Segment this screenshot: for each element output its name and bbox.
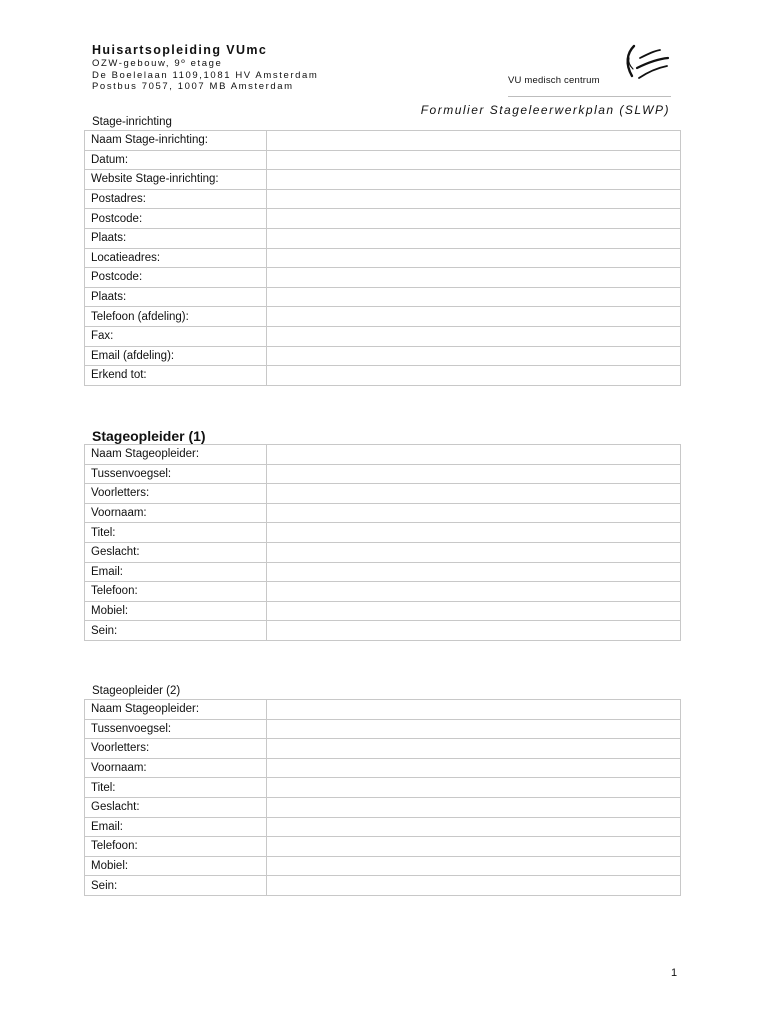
organization-name: Huisartsopleiding VUmc: [92, 43, 268, 57]
field-label: Titel:: [85, 778, 267, 798]
form-row: [85, 837, 681, 857]
field-label: Postadres:: [85, 189, 267, 209]
form-row: [85, 778, 681, 798]
form-row: [85, 856, 681, 876]
field-value[interactable]: [267, 464, 681, 484]
field-label: Plaats:: [85, 287, 267, 307]
form-row: [85, 170, 681, 190]
field-value[interactable]: [267, 228, 681, 248]
field-label: Naam Stageopleider:: [85, 700, 267, 720]
stage-inrichting-table: [84, 130, 681, 386]
field-value[interactable]: [267, 523, 681, 543]
field-label: Sein:: [85, 876, 267, 896]
field-label: Mobiel:: [85, 601, 267, 621]
form-row: [85, 876, 681, 896]
form-row: [85, 346, 681, 366]
field-label: Geslacht:: [85, 797, 267, 817]
form-row: [85, 131, 681, 151]
field-value[interactable]: [267, 268, 681, 288]
form-row: [85, 150, 681, 170]
field-value[interactable]: [267, 307, 681, 327]
form-row: [85, 484, 681, 504]
form-row: [85, 758, 681, 778]
field-value[interactable]: [267, 189, 681, 209]
field-label: Email (afdeling):: [85, 346, 267, 366]
field-label: Tussenvoegsel:: [85, 719, 267, 739]
stageopleider-2-table: [84, 699, 681, 896]
field-value[interactable]: [267, 876, 681, 896]
field-value[interactable]: [267, 837, 681, 857]
form-row: [85, 739, 681, 759]
form-row: [85, 464, 681, 484]
section-title-stageopleider-1: Stageopleider (1): [92, 428, 206, 444]
field-label: Postcode:: [85, 268, 267, 288]
header-divider: [508, 96, 671, 97]
field-label: Titel:: [85, 523, 267, 543]
field-label: Erkend tot:: [85, 366, 267, 386]
form-row: [85, 209, 681, 229]
field-value[interactable]: [267, 131, 681, 151]
form-row: [85, 307, 681, 327]
section-title-stage-inrichting: Stage-inrichting: [92, 116, 172, 128]
form-row: [85, 700, 681, 720]
form-row: [85, 542, 681, 562]
form-row: [85, 189, 681, 209]
field-label: Plaats:: [85, 228, 267, 248]
field-label: Telefoon:: [85, 582, 267, 602]
field-value[interactable]: [267, 248, 681, 268]
stageopleider-1-table: [84, 444, 681, 641]
field-label: Fax:: [85, 326, 267, 346]
field-label: Voorletters:: [85, 739, 267, 759]
field-value[interactable]: [267, 562, 681, 582]
field-label: Tussenvoegsel:: [85, 464, 267, 484]
field-label: Email:: [85, 562, 267, 582]
form-row: [85, 287, 681, 307]
field-value[interactable]: [267, 778, 681, 798]
field-value[interactable]: [267, 503, 681, 523]
field-value[interactable]: [267, 326, 681, 346]
form-row: [85, 326, 681, 346]
field-label: Voornaam:: [85, 503, 267, 523]
field-value[interactable]: [267, 542, 681, 562]
field-value[interactable]: [267, 739, 681, 759]
field-label: Voornaam:: [85, 758, 267, 778]
form-row: [85, 228, 681, 248]
field-label: Website Stage-inrichting:: [85, 170, 267, 190]
field-value[interactable]: [267, 797, 681, 817]
field-value[interactable]: [267, 209, 681, 229]
form-row: [85, 582, 681, 602]
field-label: Locatieadres:: [85, 248, 267, 268]
field-value[interactable]: [267, 346, 681, 366]
address-line-3: Postbus 7057, 1007 MB Amsterdam: [92, 81, 294, 92]
form-row: [85, 268, 681, 288]
address-line-2: De Boelelaan 1109,1081 HV Amsterdam: [92, 69, 319, 81]
field-value[interactable]: [267, 758, 681, 778]
field-label: Datum:: [85, 150, 267, 170]
field-label: Email:: [85, 817, 267, 837]
form-title: Formulier Stageleerwerkplan (SLWP): [420, 103, 670, 117]
organization-header: [92, 43, 318, 93]
form-row: [85, 248, 681, 268]
form-row: [85, 797, 681, 817]
form-row: [85, 503, 681, 523]
field-value[interactable]: [267, 601, 681, 621]
field-label: Telefoon:: [85, 837, 267, 857]
field-value[interactable]: [267, 582, 681, 602]
vumc-logo: [508, 42, 673, 90]
form-row: [85, 366, 681, 386]
field-label: Postcode:: [85, 209, 267, 229]
field-value[interactable]: [267, 170, 681, 190]
form-row: [85, 621, 681, 641]
form-row: [85, 523, 681, 543]
form-row: [85, 719, 681, 739]
field-value[interactable]: [267, 817, 681, 837]
field-value[interactable]: [267, 700, 681, 720]
form-row: [85, 817, 681, 837]
form-row: [85, 562, 681, 582]
field-value[interactable]: [267, 484, 681, 504]
field-label: Sein:: [85, 621, 267, 641]
field-value[interactable]: [267, 856, 681, 876]
form-row: [85, 601, 681, 621]
form-row: [85, 445, 681, 465]
field-label: Voorletters:: [85, 484, 267, 504]
field-label: Telefoon (afdeling):: [85, 307, 267, 327]
logo-text: VU medisch centrum: [508, 75, 600, 86]
vumc-swoosh-icon: [620, 44, 672, 88]
field-value[interactable]: [267, 445, 681, 465]
field-value[interactable]: [267, 621, 681, 641]
field-value[interactable]: [267, 150, 681, 170]
field-value[interactable]: [267, 366, 681, 386]
field-label: Mobiel:: [85, 856, 267, 876]
section-title-stageopleider-2: Stageopleider (2): [92, 685, 181, 697]
field-value[interactable]: [267, 287, 681, 307]
field-value[interactable]: [267, 719, 681, 739]
page-number: 1: [671, 967, 678, 979]
address-line-1: OZW-gebouw, 9º etage: [92, 58, 223, 69]
field-label: Naam Stage-inrichting:: [85, 131, 267, 151]
field-label: Geslacht:: [85, 542, 267, 562]
field-label: Naam Stageopleider:: [85, 445, 267, 465]
